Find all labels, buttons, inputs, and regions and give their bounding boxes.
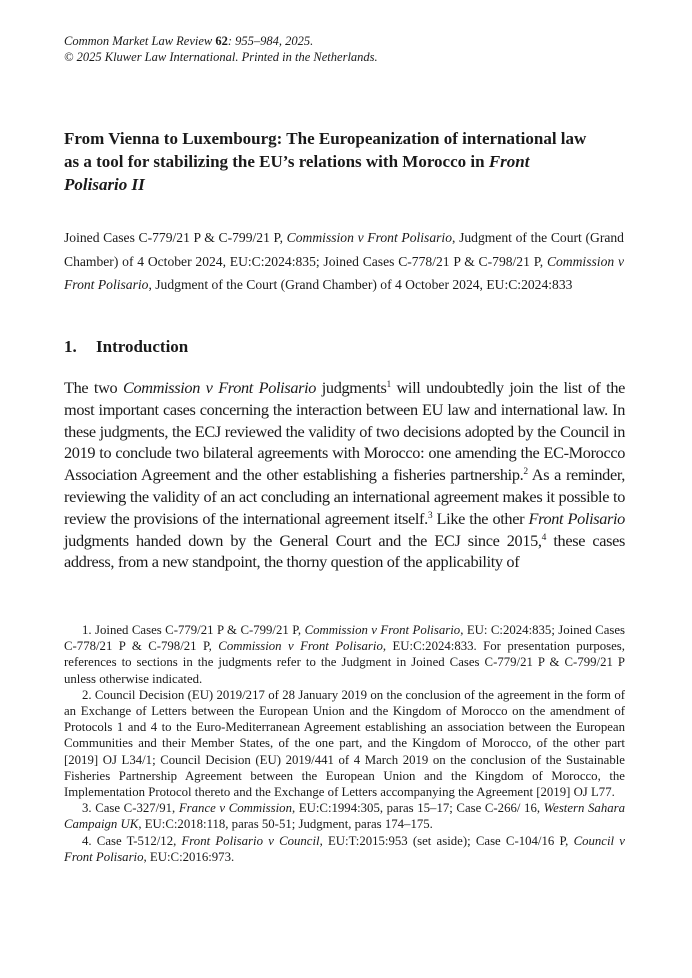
body-text: Like the other (432, 508, 529, 528)
body-text: judgments (316, 378, 387, 397)
footnote-4 (64, 833, 625, 865)
copyright-line: © 2025 Kluwer Law International. Printed in the Netherlands. (64, 50, 378, 64)
title-italic: Front Polisario II (64, 152, 530, 194)
footnote-text: , EU:C:2018:118, paras 50-51; Judgment, paras 174–175. (138, 817, 433, 832)
journal-volume: 62 (215, 34, 228, 48)
summary-text: , Judgment of the Court (Grand Chamber) of 4 October 2024, EU:C:2024:833 (148, 277, 573, 292)
case-name: Commission v Front Polisario (286, 230, 452, 245)
footnote-text: , EU:C:2024:833. For presentation purposes, references to sections in the judgments refer to the Judgment in Joined Cases C-779/21 P & C-799/21 P unless otherwise indicated. (64, 639, 625, 686)
journal-header (64, 33, 378, 65)
footnote-text: 1. Joined Cases C-779/21 P & C-799/21 P, (82, 623, 305, 637)
title-text: From Vienna to Luxembourg: The Europeanization of international law as a tool for stabilizing the EU’s relations with Morocco in (64, 129, 587, 171)
footnote-text: , EU: C:2024:835; Joined Cases C-778/21 P & C-798/21 P, (64, 623, 626, 654)
footnote-2: 2. Council Decision (EU) 2019/217 of 28 January 2019 on the conclusion of the agreement in the form of an Exchange of Letters between the European Union and the Kingdom of Morocco on the amendment of Protocols 1 and 4 to the Euro-Mediterranean Agreement establishing an association between the European Communities and their Member States, of the one part, and the Kingdom of Morocco, of the other part [2019] OJ L34/1; Council Decision (EU) 2019/441 of 4 March 2019 on the conclusion of the Sustainable Fisheries Partnership Agreement between the European Union and the Kingdom of Morocco, the Implementation Protocol thereto and the Exchange of Letters accompanying the Agreement [2019] OJ L77. (64, 687, 625, 800)
footnote-text: , EU:T:2015:953 (set aside); Case C-104/16 P, (319, 833, 574, 848)
footnote-ref[interactable]: 1 (386, 380, 391, 390)
body-italic: Front Polisario (528, 508, 625, 528)
footnote-italic: Commission v Front Polisario (304, 623, 461, 637)
article-title (64, 127, 594, 196)
footnote-1 (64, 622, 625, 687)
body-text: judgments handed down by the General Court and the ECJ since 2015, (64, 530, 542, 550)
journal-pages: : 955–984, 2025. (227, 34, 314, 48)
footnote-italic: Front Polisario v Council (181, 833, 320, 848)
footnote-text: 4. Case T-512/12, (82, 833, 182, 848)
summary-text: Joined Cases C-779/21 P & C-799/21 P, (64, 230, 287, 245)
footnotes (64, 622, 625, 865)
footnote-ref[interactable]: 3 (427, 510, 433, 521)
section-heading (64, 337, 188, 357)
summary-text: , Judgment of the Court (Grand Chamber) of 4 October 2024, EU:C:2024:835; Joined Cases C-778/21 P & C-798/21 P, (64, 230, 624, 269)
footnote-text: , EU:C:2016:973. (143, 849, 235, 864)
body-paragraph (64, 377, 625, 573)
case-summary (64, 226, 624, 297)
footnote-ref[interactable]: 2 (523, 467, 528, 478)
case-name: Commission v Front Polisario (64, 253, 624, 292)
journal-name: Common Market Law Review (64, 34, 213, 48)
footnote-text: , EU:C:1994:305, paras 15–17; Case C-266/ 16, (291, 801, 544, 816)
body-italic: Commission v Front Polisario (122, 378, 317, 397)
body-text: As a reminder, reviewing the validity of an act concluding an international agreement makes it possible to review the provisions of the international agreement itself. (64, 465, 625, 528)
footnote-italic: Commission v Front Polisario (218, 639, 383, 654)
body-text: The two (64, 378, 123, 397)
citation-line (64, 33, 378, 49)
footnote-3 (64, 800, 625, 832)
section-number: 1. (64, 337, 77, 356)
body-text: will undoubtedly join the list of the most important cases concerning the interaction between EU law and international law. In these judgments, the ECJ reviewed the validity of two decisions adopted by the Council in 2019 to conclude two bilateral agreements with Morocco: one amending the EC-Morocco Association Agreement and the other establishing a fisheries partnership. (64, 378, 625, 485)
footnote-text: 3. Case C-327/91, (82, 801, 179, 816)
section-title: Introduction (96, 337, 189, 356)
footnote-italic: Council v Front Polisario (64, 833, 625, 864)
body-text: these cases address, from a new standpoint, the thorny question of the applicability of (64, 530, 625, 572)
footnote-ref[interactable]: 4 (541, 532, 547, 543)
footnote-italic: France v Commission (178, 801, 292, 816)
footnote-italic: Western Sahara Campaign UK (64, 801, 625, 832)
